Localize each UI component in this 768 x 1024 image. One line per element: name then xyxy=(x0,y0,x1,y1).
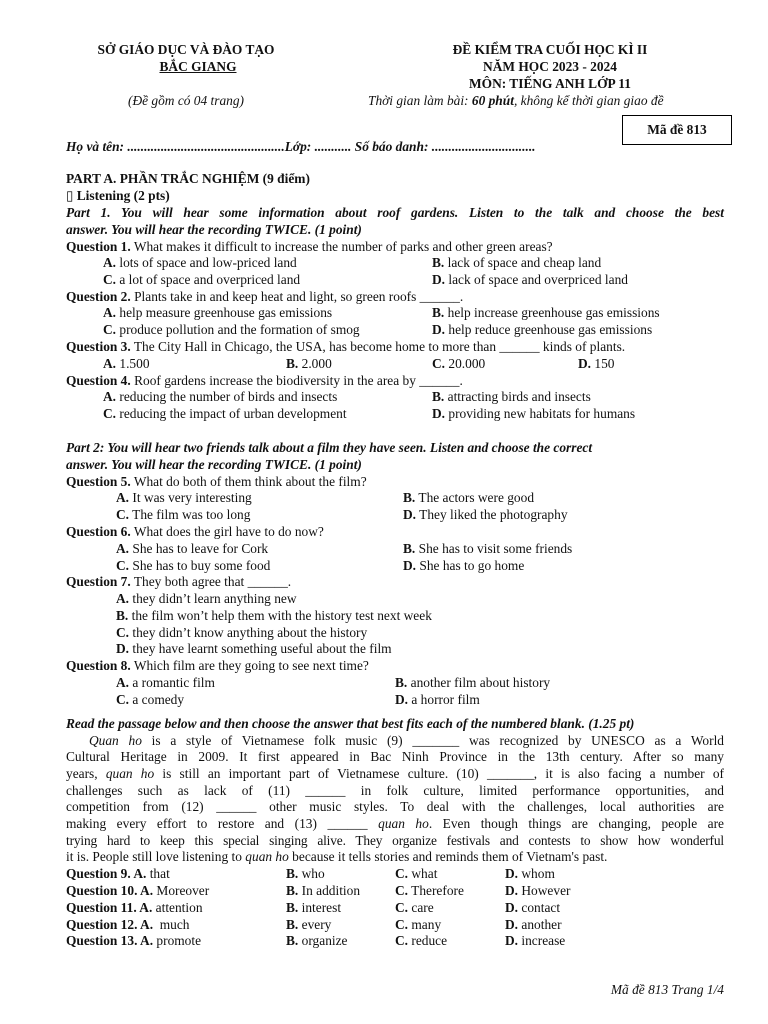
q8-option-a[interactable]: A. a romantic film xyxy=(116,675,215,690)
part2-instruction-1: Part 2: You will hear two friends talk about a film they have seen. Listen and choose the correct xyxy=(66,440,593,455)
q12-option-b[interactable]: B. every xyxy=(286,917,332,932)
question-4: Question 4. Roof gardens increase the biodiversity in the area by ______. xyxy=(66,373,463,388)
q8-option-c[interactable]: C. a comedy xyxy=(116,692,185,707)
part-a-heading: PART A. PHẦN TRẮC NGHIỆM (9 điểm) xyxy=(66,171,310,186)
q4-option-d[interactable]: D. providing new habitats for humans xyxy=(432,406,636,421)
q4-option-b[interactable]: B. attracting birds and insects xyxy=(432,389,591,404)
q2-option-c[interactable]: C. produce pollution and the formation of smog xyxy=(103,322,360,337)
question-5: Question 5. What do both of them think about the film? xyxy=(66,474,367,489)
passage-line-3: years, quan ho is still an important part of Vietnamese culture. (10) _______, it is also facing a number of xyxy=(66,766,724,781)
q9-option-c[interactable]: C. what xyxy=(395,866,438,881)
q5-option-a[interactable]: A. It was very interesting xyxy=(116,490,252,505)
question-1: Question 1. What makes it difficult to increase the number of parks and other green areas? xyxy=(66,239,553,254)
question-8: Question 8. Which film are they going to see next time? xyxy=(66,658,369,673)
q6-option-d[interactable]: D. She has to go home xyxy=(403,558,525,573)
subject: MÔN: TIẾNG ANH LỚP 11 xyxy=(469,76,631,91)
q10-option-d[interactable]: D. However xyxy=(505,883,571,898)
passage-line-4: challenges such as lack of (11) ______ in folk culture, limited performance opportunities, and xyxy=(66,783,724,798)
q6-option-b[interactable]: B. She has to visit some friends xyxy=(403,541,573,556)
q6-option-c[interactable]: C. She has to buy some food xyxy=(116,558,271,573)
question-2: Question 2. Plants take in and keep heat and light, so green roofs ______. xyxy=(66,289,464,304)
q3-option-c[interactable]: C. 20.000 xyxy=(432,356,486,371)
q10-option-b[interactable]: B. In addition xyxy=(286,883,361,898)
reading-instruction: Read the passage below and then choose the answer that best fits each of the numbered blank. (1.25 pt) xyxy=(66,716,635,731)
page-footer: Mã đề 813 Trang 1/4 xyxy=(610,982,724,997)
q11-option-a[interactable]: Question 11. A. attention xyxy=(66,900,203,915)
q4-option-c[interactable]: C. reducing the impact of urban development xyxy=(103,406,347,421)
province-name: BẮC GIANG xyxy=(159,59,237,74)
q6-option-a[interactable]: A. She has to leave for Cork xyxy=(116,541,269,556)
exam-code-box: Mã đề 813 xyxy=(622,115,732,145)
passage-line-6: making every effort to restore and (13) ______ quan ho. Even though things are changing, people are xyxy=(66,816,725,831)
q7-option-b[interactable]: B. the film won’t help them with the history test next week xyxy=(116,608,432,623)
q13-option-b[interactable]: B. organize xyxy=(286,933,348,948)
q2-option-d[interactable]: D. help reduce greenhouse gas emissions xyxy=(432,322,653,337)
question-7: Question 7. They both agree that ______. xyxy=(66,574,292,589)
q8-option-d[interactable]: D. a horror film xyxy=(395,692,480,707)
q4-option-a[interactable]: A. reducing the number of birds and insects xyxy=(103,389,338,404)
exam-title: ĐỀ KIỂM TRA CUỐI HỌC KÌ II xyxy=(452,42,648,57)
time-allowed: Thời gian làm bài: 60 phút, không kể thời gian giao đề xyxy=(368,93,664,108)
q9-option-d[interactable]: D. whom xyxy=(505,866,555,881)
q3-option-b[interactable]: B. 2.000 xyxy=(286,356,332,371)
student-info-line: Họ và tên: ...............................................Lớp: ........... Số báo danh: ............................... xyxy=(66,139,536,154)
q11-option-b[interactable]: B. interest xyxy=(286,900,342,915)
question-6: Question 6. What does the girl have to do now? xyxy=(66,524,324,539)
listening-heading: ▯ Listening (2 pts) xyxy=(66,188,170,203)
q7-option-a[interactable]: A. they didn’t learn anything new xyxy=(116,591,297,606)
q13-option-d[interactable]: D. increase xyxy=(505,933,566,948)
part2-instruction-2: answer. You will hear the recording TWICE. (1 point) xyxy=(66,457,362,472)
school-year: NĂM HỌC 2023 - 2024 xyxy=(483,59,617,74)
q11-option-c[interactable]: C. care xyxy=(395,900,434,915)
passage-line-8: it is. People still love listening to quan ho because it tells stories and reminds them of Vietnam's past. xyxy=(66,849,608,864)
q8-option-b[interactable]: B. another film about history xyxy=(395,675,551,690)
q5-option-c[interactable]: C. The film was too long xyxy=(116,507,251,522)
q1-option-a[interactable]: A. lots of space and low-priced land xyxy=(103,255,297,270)
q10-option-a[interactable]: Question 10. A. Moreover xyxy=(66,883,210,898)
q12-option-d[interactable]: D. another xyxy=(505,917,562,932)
q12-option-a[interactable]: Question 12. A. much xyxy=(66,917,190,932)
question-3: Question 3. The City Hall in Chicago, the USA, has become home to more than ______ kinds of plants. xyxy=(66,339,626,354)
q12-option-c[interactable]: C. many xyxy=(395,917,442,932)
q11-option-d[interactable]: D. contact xyxy=(505,900,561,915)
q2-option-a[interactable]: A. help measure greenhouse gas emissions xyxy=(103,305,333,320)
q1-option-c[interactable]: C. a lot of space and overpriced land xyxy=(103,272,301,287)
q7-option-c[interactable]: C. they didn’t know anything about the history xyxy=(116,625,368,640)
passage-line-7: trying hard to keep this special singing alive. They organize festivals and contests to show how wonderful xyxy=(66,833,724,848)
q5-option-d[interactable]: D. They liked the photography xyxy=(403,507,568,522)
q13-option-c[interactable]: C. reduce xyxy=(395,933,448,948)
q9-option-a[interactable]: Question 9. A. that xyxy=(66,866,170,881)
passage-line-2: Cultural Heritage in 2009. It first appeared in Bac Ninh Province in the 13th century. After so many xyxy=(66,749,724,764)
q10-option-c[interactable]: C. Therefore xyxy=(395,883,464,898)
q7-option-d[interactable]: D. they have learnt something useful about the film xyxy=(116,641,392,656)
q9-option-b[interactable]: B. who xyxy=(286,866,325,881)
department-name: SỞ GIÁO DỤC VÀ ĐÀO TẠO xyxy=(97,42,275,57)
pages-note: (Đề gồm có 04 trang) xyxy=(127,93,245,108)
q1-option-d[interactable]: D. lack of space and overpriced land xyxy=(432,272,628,287)
passage-line-5: competition from (12) ______ other music styles. To deal with the challenges, local authorities are xyxy=(66,799,724,814)
q3-option-a[interactable]: A. 1.500 xyxy=(103,356,150,371)
q5-option-b[interactable]: B. The actors were good xyxy=(403,490,535,505)
q13-option-a[interactable]: Question 13. A. promote xyxy=(66,933,202,948)
part1-instruction-1: Part 1. You will hear some information about roof gardens. Listen to the talk and choose the best xyxy=(66,205,724,220)
q1-option-b[interactable]: B. lack of space and cheap land xyxy=(432,255,602,270)
part1-instruction-2: answer. You will hear the recording TWICE. (1 point) xyxy=(66,222,362,237)
passage-line-1: Quan ho is a style of Vietnamese folk music (9) _______ was recognized by UNESCO as a World xyxy=(89,733,724,748)
q3-option-d[interactable]: D. 150 xyxy=(578,356,615,371)
q2-option-b[interactable]: B. help increase greenhouse gas emissions xyxy=(432,305,660,320)
